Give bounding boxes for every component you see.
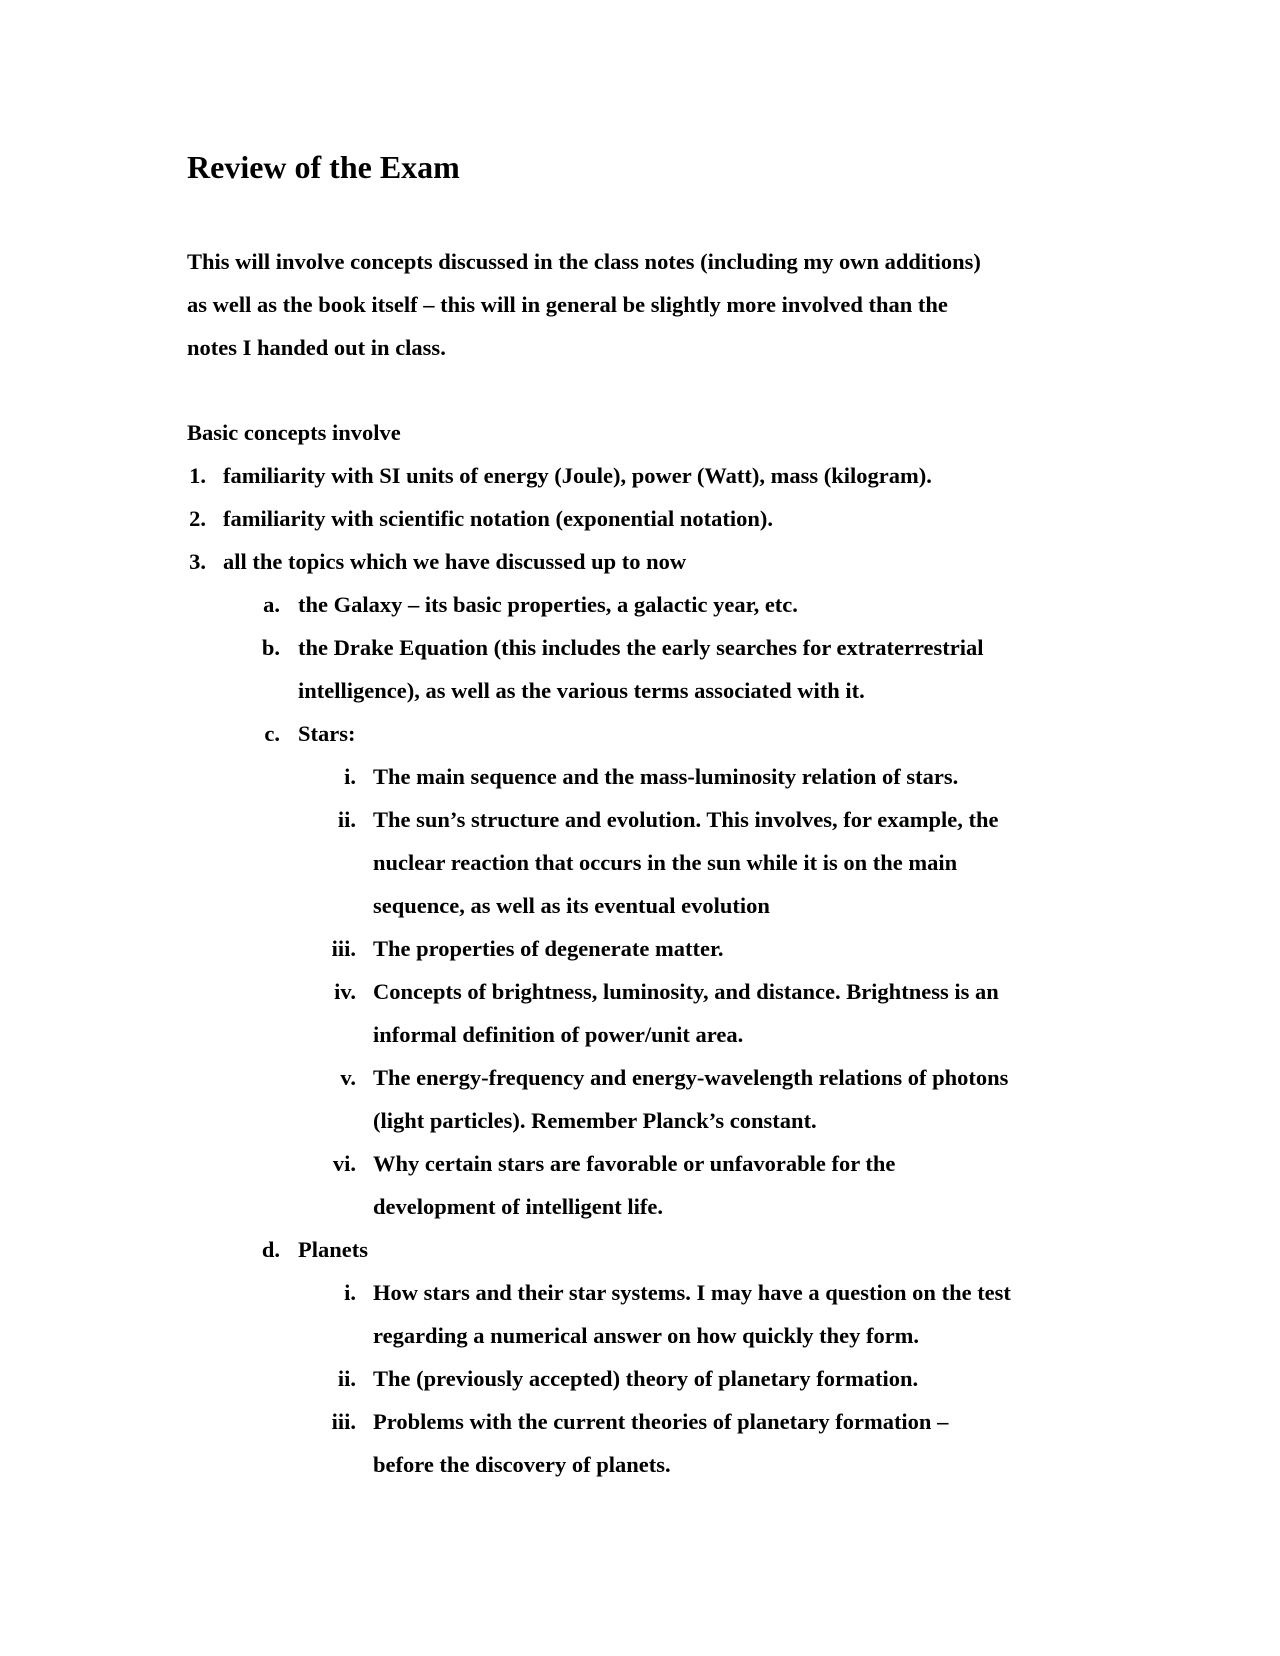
stars-item-i-text: The main sequence and the mass-luminosity relation of stars. [373, 764, 959, 789]
subitem-d-marker: d. [261, 1237, 280, 1262]
planets-item-iii-text-2: before the discovery of planets. [373, 1452, 671, 1477]
planets-item-i-text-2: regarding a numerical answer on how quickly they form. [373, 1323, 920, 1348]
subitem-b-text-1: the Drake Equation (this includes the early searches for extraterrestrial [298, 635, 984, 660]
item-3-marker: 3. [189, 549, 206, 574]
stars-item-iv-text-1: Concepts of brightness, luminosity, and distance. Brightness is an [373, 979, 999, 1004]
item-1-marker: 1. [189, 463, 206, 488]
planets-item-iii-text-1: Problems with the current theories of planetary formation – [373, 1409, 949, 1434]
stars-item-iii-text: The properties of degenerate matter. [373, 936, 724, 961]
stars-item-ii-text-1: The sun’s structure and evolution. This involves, for example, the [373, 807, 999, 832]
item-1-text: familiarity with SI units of energy (Joule), power (Watt), mass (kilogram). [223, 463, 932, 488]
stars-item-vi-text-2: development of intelligent life. [373, 1194, 663, 1219]
subitem-a-text: the Galaxy – its basic properties, a galactic year, etc. [298, 592, 798, 617]
stars-item-v-text-2: (light particles). Remember Planck’s constant. [373, 1108, 817, 1133]
intro-line-3: notes I handed out in class. [187, 335, 446, 360]
item-2-marker: 2. [189, 506, 206, 531]
subitem-a-marker: a. [263, 592, 280, 617]
stars-item-ii-text-2: nuclear reaction that occurs in the sun while it is on the main [373, 850, 958, 875]
planets-item-ii-marker: ii. [337, 1366, 356, 1391]
intro-line-1: This will involve concepts discussed in the class notes (including my own additions) [187, 249, 981, 274]
planets-item-i-text-1: How stars and their star systems. I may have a question on the test [373, 1280, 1011, 1305]
subitem-b-text-2: intelligence), as well as the various terms associated with it. [298, 678, 865, 703]
planets-item-i-marker: i. [344, 1280, 356, 1305]
subitem-d-text: Planets [298, 1237, 368, 1262]
item-2-text: familiarity with scientific notation (exponential notation). [223, 506, 773, 531]
stars-item-v-marker: v. [340, 1065, 356, 1090]
planets-item-ii-text: The (previously accepted) theory of planetary formation. [373, 1366, 919, 1391]
stars-item-i-marker: i. [344, 764, 356, 789]
stars-item-iii-marker: iii. [331, 936, 356, 961]
stars-item-vi-text-1: Why certain stars are favorable or unfavorable for the [373, 1151, 896, 1176]
list-heading: Basic concepts involve [187, 420, 401, 445]
intro-line-2: as well as the book itself – this will in general be slightly more involved than the [187, 292, 948, 317]
stars-item-ii-text-3: sequence, as well as its eventual evolution [373, 893, 770, 918]
stars-item-iv-marker: iv. [334, 979, 356, 1004]
subitem-b-marker: b. [261, 635, 280, 660]
subitem-c-text: Stars: [298, 721, 356, 746]
item-3-text: all the topics which we have discussed up to now [223, 549, 687, 574]
subitem-c-marker: c. [264, 721, 280, 746]
stars-item-vi-marker: vi. [332, 1151, 356, 1176]
stars-item-ii-marker: ii. [337, 807, 356, 832]
stars-item-iv-text-2: informal definition of power/unit area. [373, 1022, 744, 1047]
page-title: Review of the Exam [187, 149, 460, 185]
stars-item-v-text-1: The energy-frequency and energy-wavelength relations of photons [373, 1065, 1009, 1090]
planets-item-iii-marker: iii. [331, 1409, 356, 1434]
